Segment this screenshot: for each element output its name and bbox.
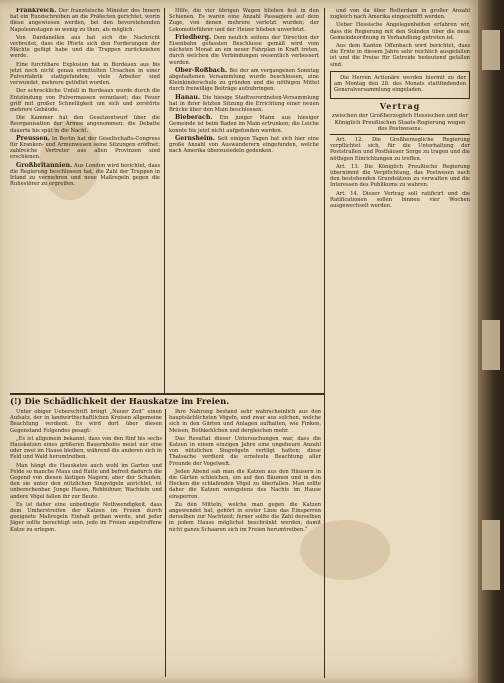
paragraph-text: Dem neulich seitens der Direction der Eisenbahn gefassten Beschlusse gemäß wird vom nächsten Monat an ein neuer Fahrplan in Kraft treten, durch welchen die Verbindungen wesentlich verbessert werden. xyxy=(169,34,319,66)
paragraph-text: In Berlin hat der Gesellschafts-Congress für Kranken- und Armenwesen seine Sitzungen eröffnet; zahlreiche Vertreter aus allen Provinzen sind erschienen. xyxy=(10,135,160,161)
article-paragraph xyxy=(330,137,470,162)
paragraph-heading: Preussen. xyxy=(16,134,50,142)
paragraph-heading: Bieberach. xyxy=(175,114,213,122)
paragraph-text: Art. 13. Die Königlich Preußische Regierung übernimmt die Verpflichtung, das Postwesen nach den bestehenden Grundsätzen zu verwalten und die Interessen des Publikums zu wahren. xyxy=(330,163,470,189)
article-paragraph xyxy=(10,463,162,500)
article-paragraph xyxy=(10,502,162,533)
paragraph-text: Der schreckliche Unfall in Bordeaux wurde durch die Entzündung von Pulvermassen veranlasst; das Feuer griff mit großer Schnelligkeit um sich und zerstörte mehrere Gebäude. xyxy=(10,88,160,114)
article-column-left xyxy=(10,409,162,677)
paragraph-text: Ihre Nahrung bestand sehr wahrscheinlich aus den hauptsächlichsten Vögeln, und zwar aus solchen, welche sich in den Gärten und Anlagen aufhalten, wie Finken, Meisen, Rothkehlchen und dergleichen mehr. xyxy=(169,409,321,434)
article-paragraph xyxy=(169,502,321,533)
article-paragraph xyxy=(10,136,160,161)
paragraph-text: Seit einigen Tagen hat sich hier eine große Anzahl von Auswanderern eingefunden, welche nach Amerika überzusiedeln gedenken. xyxy=(169,135,319,155)
article-paragraph xyxy=(10,115,160,134)
paragraph-text: Die Kammer hat den Gesetzentwurf über die Reorganisation der Armee angenommen; die Debatte dauerte bis spät in die Nacht. xyxy=(10,115,160,134)
paragraph-text: Die hiesige Stadtverordneten-Versammlung hat in ihrer letzten Sitzung die Errichtung einer neuen Brücke über den Main beschlossen. xyxy=(169,94,319,114)
paragraph-text: „Es ist allgemein bekannt, dass von den fünf bis sechs Hauskatzen eines größeren Bauernhofes meist nur eine oder zwei im Hause bleiben, während die anderen sich in Feld und Wald herumtreiben. xyxy=(10,435,162,461)
article-paragraph xyxy=(330,22,470,41)
paragraph-text: Aus dem Kanton Offenbach wird berichtet, dass die Ernte in diesem Jahre sehr reichlich ausgefallen ist und die Preise für Getreide bedeutend gefallen sind. xyxy=(330,43,470,68)
article-paragraph xyxy=(169,469,321,500)
paragraph-text: Ein junger Mann aus hiesiger Gemeinde ist beim Baden im Main ertrunken; die Leiche konnte bis jetzt nicht aufgefunden werden. xyxy=(169,115,319,134)
paragraph-text: Von Dardanellen aus hat sich die Nachricht verbreitet, dass die Pforte sich den Forderungen der Mächte gefügt habe und die Truppen zurückziehen werde. xyxy=(10,34,160,60)
column-1 xyxy=(10,8,160,388)
article-paragraph xyxy=(169,95,319,114)
paragraph-text: Jeden Abend sah man die Katzen aus den Häusern in die Gärten schleichen, um auf den Bäumen und in den Hecken die schlafenden Vögel zu überfallen. Man sollte daher die Katzen wenigstens des Nachts im Hause einsperren. xyxy=(169,468,321,500)
article-paragraph xyxy=(10,88,160,113)
paragraph-text: Ueber Hessische Angelegenheiten erfahren wir, dass die Regierung mit den Ständen über die neue Gemeindeordnung in Verhandlung getreten ist. xyxy=(330,22,470,41)
paragraph-heading: Hanau. xyxy=(175,93,201,101)
article-paragraph xyxy=(10,35,160,60)
paragraph-text: Eine furchtbare Explosion hat in Bordeaux aus bis jetzt noch nicht genau ermittelten Ursachen in einer Pulverfabrik stattgefunden; viele Arbeiter sind verwundet, mehrere getödtet worden. xyxy=(10,61,160,87)
article-paragraph xyxy=(169,8,319,33)
article-paragraph xyxy=(10,163,160,188)
paragraph-text: und von da über Rotterdam in großer Anzahl zugleich nach Amerika eingeschifft werden. xyxy=(330,8,470,21)
paragraph-text: Hilfe, die vier übrigen Wagen blieben fest in den Schienen. Es waren eine Anzahl Passagiere auf dem Zuge, von denen mehrere verletzt wurden; der Lokomotivführer und der Heizer blieben unverletzt. xyxy=(169,8,319,33)
article-paragraph xyxy=(169,68,319,93)
article-paragraph xyxy=(10,409,162,434)
book-binding xyxy=(478,0,504,683)
article-title: (!) Die Schädlichkeit der Hauskatze im Freien. xyxy=(10,396,230,406)
article-paragraph xyxy=(169,35,319,66)
treaty-subtitle: zwischen der Großherzoglich Hessischen und der Königlich Preußischen Staats-Regierung wegen des Postwesens. xyxy=(331,113,468,132)
paragraph-text: Das Resultat dieser Untersuchungen war, dass die Katzen in einem einzigen Jahre eine ungeheure Anzahl von nützlichen Singvögeln vertilgt hatten; diese Thatsache verdient die ernsteste Beachtung aller Freunde der Vogelwelt. xyxy=(169,435,321,467)
paragraph-text: Unter obiger Ueberschrift bringt „Neuer Zeit“ einen Aufsatz, der in landwirthschaftlichen Kreisen allgemeine Beachtung verdient. Es wird dort über diesen Gegenstand Folgendes gesagt: xyxy=(10,409,162,434)
paragraph-heading: Gernsheim. xyxy=(175,134,215,142)
article-paragraph xyxy=(169,136,319,155)
article-paragraph xyxy=(10,62,160,87)
binding-strip xyxy=(482,320,500,370)
paragraph-text: Art. 12. Die Großherzogliche Regierung verpflichtet sich, für die Unterhaltung der Poststraßen und Posthäuser Sorge zu tragen und die nöthigen Einrichtungen zu treffen. xyxy=(330,137,470,162)
article-paragraph xyxy=(169,115,319,134)
paragraph-text: Es ist daher eine unbedingte Nothwendigkeit, dass dem Umherstreifen der Katzen im Freien durch geeignete Maßregeln Einhalt gethan werde, und jeder Jäger sollte berechtigt sein, jede im Freien angetroffene Katze zu erlegen. xyxy=(10,501,162,533)
section-rule xyxy=(10,393,324,395)
binding-strip xyxy=(482,30,500,70)
paragraph-heading: Frankreich. xyxy=(16,8,57,14)
article-paragraph xyxy=(330,191,470,210)
article-paragraph xyxy=(169,436,321,467)
notice-box xyxy=(330,71,470,100)
article-paragraph xyxy=(330,164,470,189)
article-paragraph xyxy=(10,8,160,33)
paragraph-text: Art. 14. Dieser Vertrag soll ratificirt und die Ratificationen sollen binnen vier Wochen ausgewechselt werden. xyxy=(330,190,470,210)
paragraph-heading: Ober-Roßbach. xyxy=(175,66,228,74)
paragraph-text: Der französische Minister des Innern hat ein Rundschreiben an die Präfecten gerichtet, worin diese angewiesen werden, bei den bevorstehenden Napoleonstagen so wenig zu thun, als möglich. xyxy=(10,8,160,33)
paragraph-text: Aus London wird berichtet, dass die Regierung beschlossen hat, die Zahl der Truppen in Irland zu vermehren und neue Maßregeln gegen die Ruhestörer zu ergreifen. xyxy=(10,162,160,188)
paragraph-text: Zu den Mitteln, welche man gegen die Katzen angewendet hat, gehört in erster Linie das Einsperren derselben zur Nachtzeit; ferner sollte die Zahl derselben in jedem Hause möglichst beschränkt werden, damit nicht ganze Schaaren sich im Freien herumtreiben.“ xyxy=(169,501,321,533)
paragraph-heading: Großbritannien. xyxy=(16,161,73,169)
article-paragraph xyxy=(330,8,470,20)
column-divider xyxy=(165,409,166,677)
column-divider xyxy=(164,8,165,393)
binding-strip xyxy=(482,520,500,590)
article-paragraph xyxy=(10,436,162,461)
treaty-title: Vertrag xyxy=(379,101,421,112)
paragraph-text: Bei der am vergangenen Sonntag abgehaltenen Versammlung wurde beschlossen, eine Kleinkinderschule zu gründen und die nöthigen Mittel durch freiwillige Beiträge aufzubringen. xyxy=(169,67,319,93)
column-2 xyxy=(169,8,319,388)
notice-text: Die Herren Actionäre werden hiermit zu der am Montag den 28. des Monats stattfindenden Generalversammlung eingeladen. xyxy=(334,74,466,94)
article-column-right xyxy=(169,409,321,677)
column-divider xyxy=(324,8,325,678)
section-rule xyxy=(330,134,470,135)
article-paragraph xyxy=(330,43,470,68)
paragraph-text: Man hängt die Hauskatze auch wohl im Garten und Felde so manche Maus und Ratte und befreit dadurch die Gegend von diesen lästigen Nagern; aber der Schaden, den sie unter den nützlichen Singvögeln anrichtet, ist unberechenbar. Junge Hasen, Rebhühner, Wachteln und andere Vögel fallen ihr zur Beute. xyxy=(10,462,162,500)
column-3 xyxy=(330,8,470,678)
article-paragraph xyxy=(169,409,321,434)
paragraph-heading: Friedberg. xyxy=(175,33,212,41)
